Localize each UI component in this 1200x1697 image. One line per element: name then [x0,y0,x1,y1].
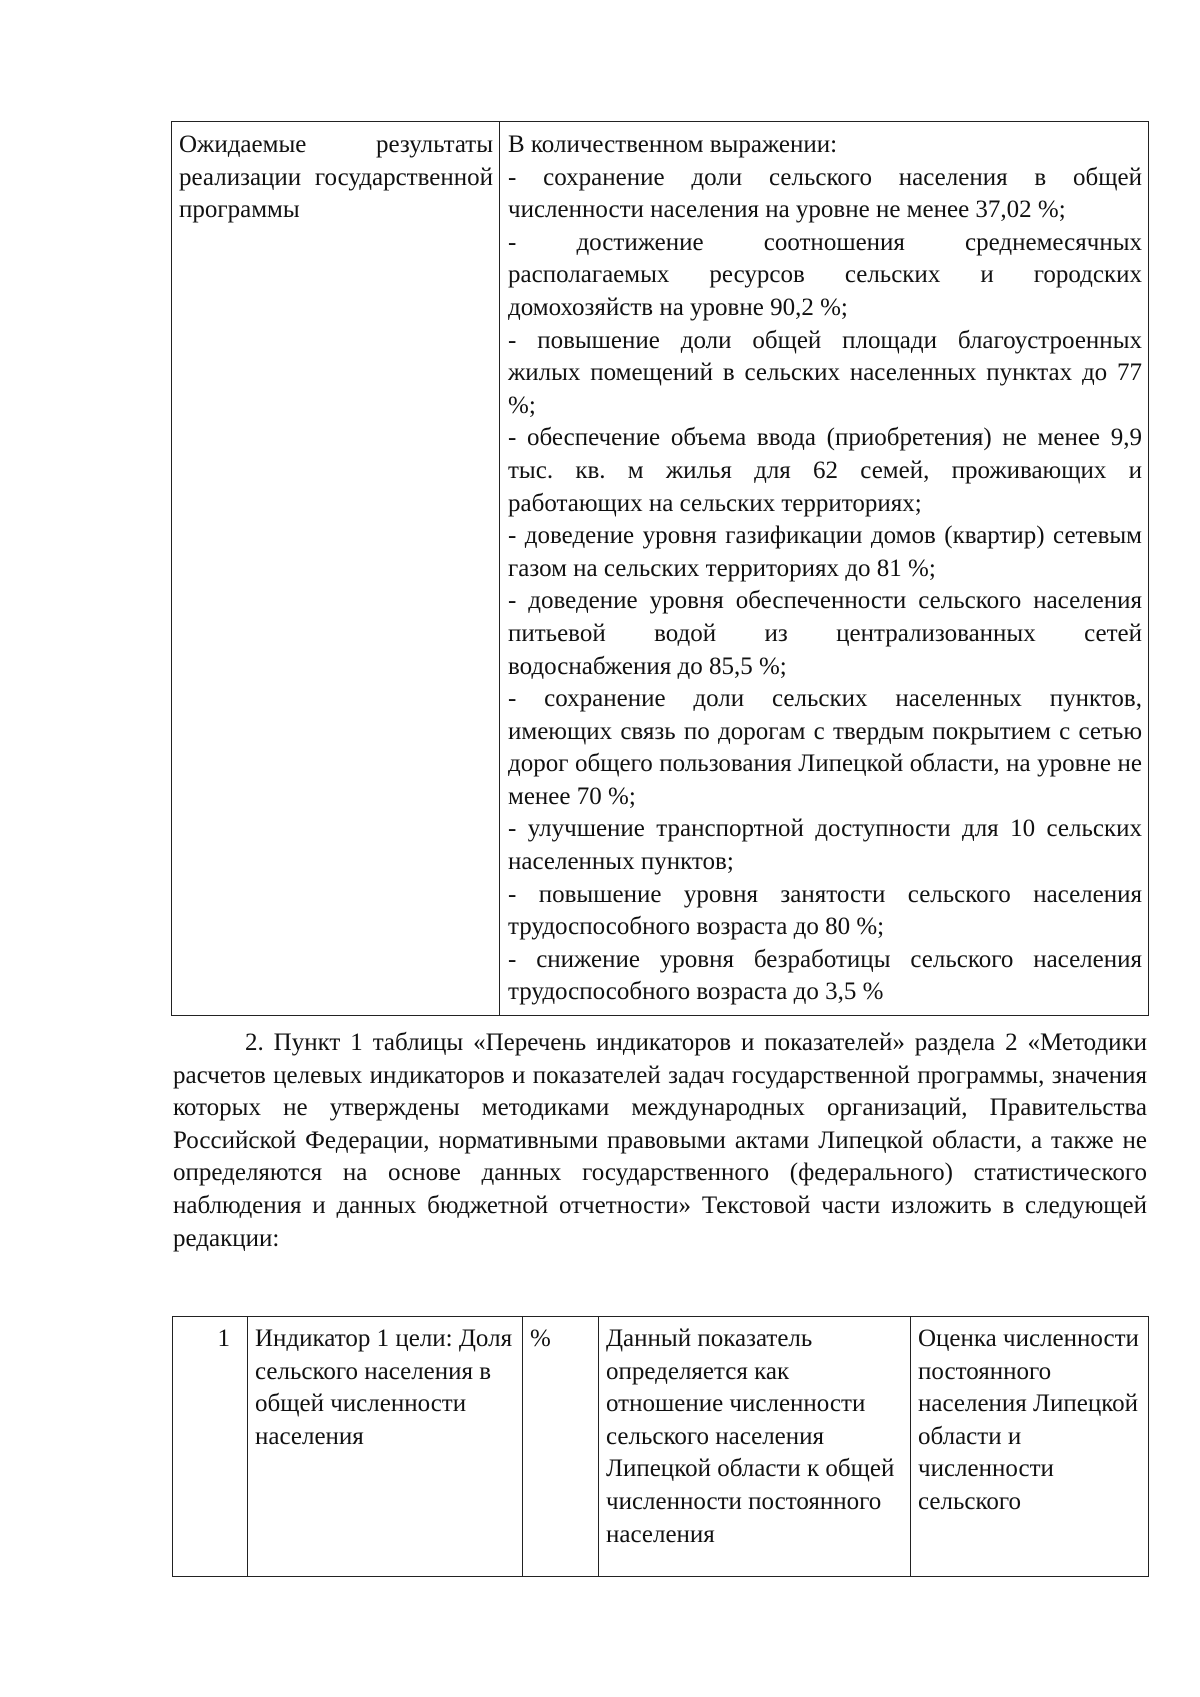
list-item: - обеспечение объема ввода (приобретения) не менее 9,9 тыс. кв. м жилья для 62 семей, проживающих и работающих на сельских территориях; [508,424,1142,517]
list-item: - доведение уровня газификации домов (квартир) сетевым газом на сельских территориях до 81 %; [508,522,1142,582]
list-item: - улучшение транспортной доступности для 10 сельских населенных пунктов; [508,815,1142,876]
expected-results-content [500,122,1149,1016]
unit-cell: % [523,1317,599,1577]
list-item: - сохранение доли сельских населенных пунктов, имеющих связь по дорогам с твердым покрытием с сетью дорог общего пользования Липецкой области, на уровне не менее 70 %; [508,685,1142,810]
list-item: - доведение уровня обеспеченности сельского населения питьевой водой из централизованных сетей водоснабжения до 85,5 %; [508,587,1142,680]
list-item: - достижение соотношения среднемесячных располагаемых ресурсов сельских и городских домохозяйств на уровне 90,2 %; [508,228,1142,321]
quantitative-heading: В количественном выражении: [508,131,838,158]
list-item: - повышение доли общей площади благоустроенных жилых помещений в сельских населенных пунктах до 77 %; [508,326,1142,419]
table-row [173,1317,1149,1577]
expected-results-label: Ожидаемые результаты реализации государственной программы [172,122,500,1016]
data-source-cell: Оценка численности постоянного населения Липецкой области и численности сельского [911,1317,1149,1577]
calculation-method-cell: Данный показатель определяется как отношение численности сельского населения Липецкой области к общей численности постоянного населения [599,1317,911,1577]
list-item: - сохранение доли сельского населения в общей численности населения на уровне не менее 37,02 %; [508,163,1142,224]
list-item: - повышение уровня занятости сельского населения трудоспособного возраста до 80 %; [508,880,1142,941]
row-number-cell: 1 [173,1317,248,1577]
amendment-paragraph: 2. Пункт 1 таблицы «Перечень индикаторов и показателей» раздела 2 «Методики расчетов целевых индикаторов и показателей задач государственной программы, значения которых не утверждены методиками международных организаций, Правительства Российской Федерации, нормативными правовыми актами Липецкой области, а также не определяются на основе данных государственного (федерального) статистического наблюдения и данных бюджетной отчетности» Текстовой части изложить в следующей редакции: [173,1029,1147,1252]
expected-results-table [171,121,1149,1016]
table-row [172,122,1149,1016]
list-item: - снижение уровня безработицы сельского населения трудоспособного возраста до 3,5 % [508,945,1142,1006]
indicator-name-cell: Индикатор 1 цели: Доля сельского населения в общей численности населения [248,1317,523,1577]
indicator-table [172,1316,1149,1577]
